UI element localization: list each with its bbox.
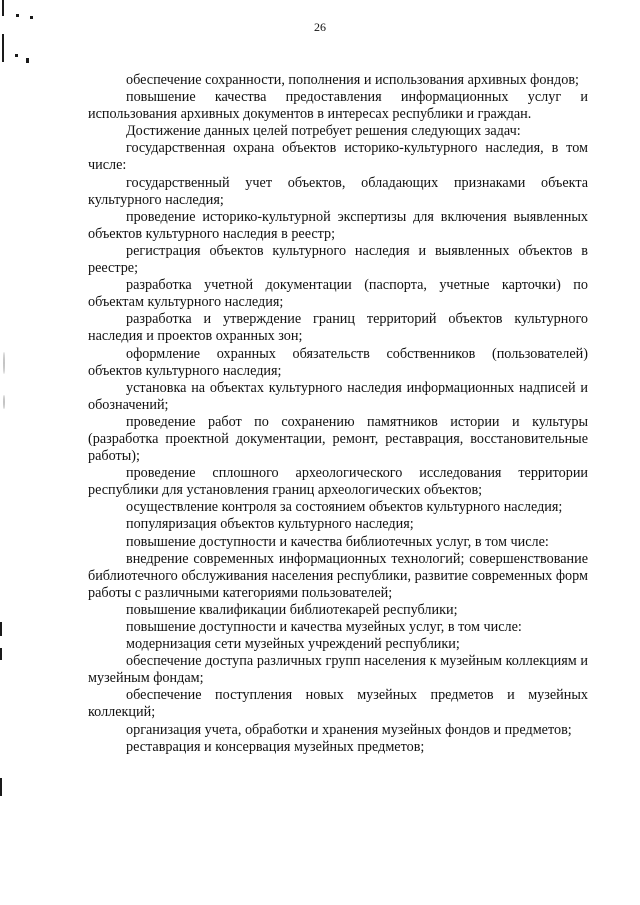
paragraph: обеспечение доступа различных групп населения к музейным коллекциям и музейным фондам; (88, 653, 588, 687)
scan-artifact (30, 16, 33, 19)
paragraph: разработка и утверждение границ территорий объектов культурного наследия и проектов охранных зон; (88, 311, 588, 345)
scan-artifact (2, 0, 4, 16)
paragraph: государственный учет объектов, обладающих признаками объекта культурного наследия; (88, 174, 588, 208)
scan-artifact (0, 648, 2, 660)
paragraph: регистрация объектов культурного наследия и выявленных объектов в реестре; (88, 242, 588, 277)
paragraph: проведение сплошного археологического исследования территории республики для установления границ археологических объектов; (88, 465, 588, 499)
scan-artifact (3, 352, 5, 374)
scan-artifact (0, 622, 2, 636)
paragraph: проведение историко-культурной экспертизы для включения выявленных объектов культурного наследия в реестр; (88, 208, 588, 242)
paragraph: осуществление контроля за состоянием объектов культурного наследия; (126, 499, 563, 516)
scan-artifact (26, 58, 29, 63)
scan-artifact (0, 778, 2, 796)
paragraph: повышение доступности и качества музейных услуг, в том числе: (126, 619, 522, 635)
paragraph: проведение работ по сохранению памятников истории и культуры (разработка проектной документации, ремонт, реставрация, восстановительные работы); (88, 413, 588, 465)
paragraph: обеспечение сохранности, пополнения и использования архивных фондов; (126, 72, 579, 88)
paragraph: разработка учетной документации (паспорта, учетные карточки) по объектам культурного наследия; (88, 277, 588, 311)
paragraph: повышение доступности и качества библиотечных услуг, в том числе: (126, 533, 549, 550)
paragraph: популяризация объектов культурного наследия; (126, 516, 414, 533)
page-number: 26 (314, 20, 326, 34)
paragraph: повышение качества предоставления информационных услуг и использования архивных документов в интересах республики и граждан. (88, 89, 588, 123)
paragraph: внедрение современных информационных технологий; совершенствование библиотечного обслуживания населения республики, развитие современных форм работы с различными категориями пользователей; (88, 550, 588, 601)
paragraph: реставрация и консервация музейных предметов; (126, 738, 425, 755)
paragraph: модернизация сети музейных учреждений республики; (126, 636, 460, 653)
paragraph: организация учета, обработки и хранения музейных фондов и предметов; (126, 721, 572, 738)
paragraph: Достижение данных целей потребует решения следующих задач: (126, 123, 521, 140)
scan-artifact (3, 395, 5, 409)
paragraph: обеспечение поступления новых музейных предметов и музейных коллекций; (88, 687, 588, 721)
paragraph: государственная охрана объектов историко-культурного наследия, в том числе: (88, 140, 588, 174)
paragraph: повышение квалификации библиотекарей республики; (126, 601, 458, 618)
scan-artifact (15, 54, 18, 57)
paragraph: установка на объектах культурного наследия информационных надписей и обозначений; (88, 379, 588, 413)
scan-artifact (16, 14, 19, 17)
document-body (88, 72, 588, 756)
paragraph: оформление охранных обязательств собственников (пользователей) объектов культурного наследия; (88, 345, 588, 379)
scan-artifact (2, 34, 4, 62)
